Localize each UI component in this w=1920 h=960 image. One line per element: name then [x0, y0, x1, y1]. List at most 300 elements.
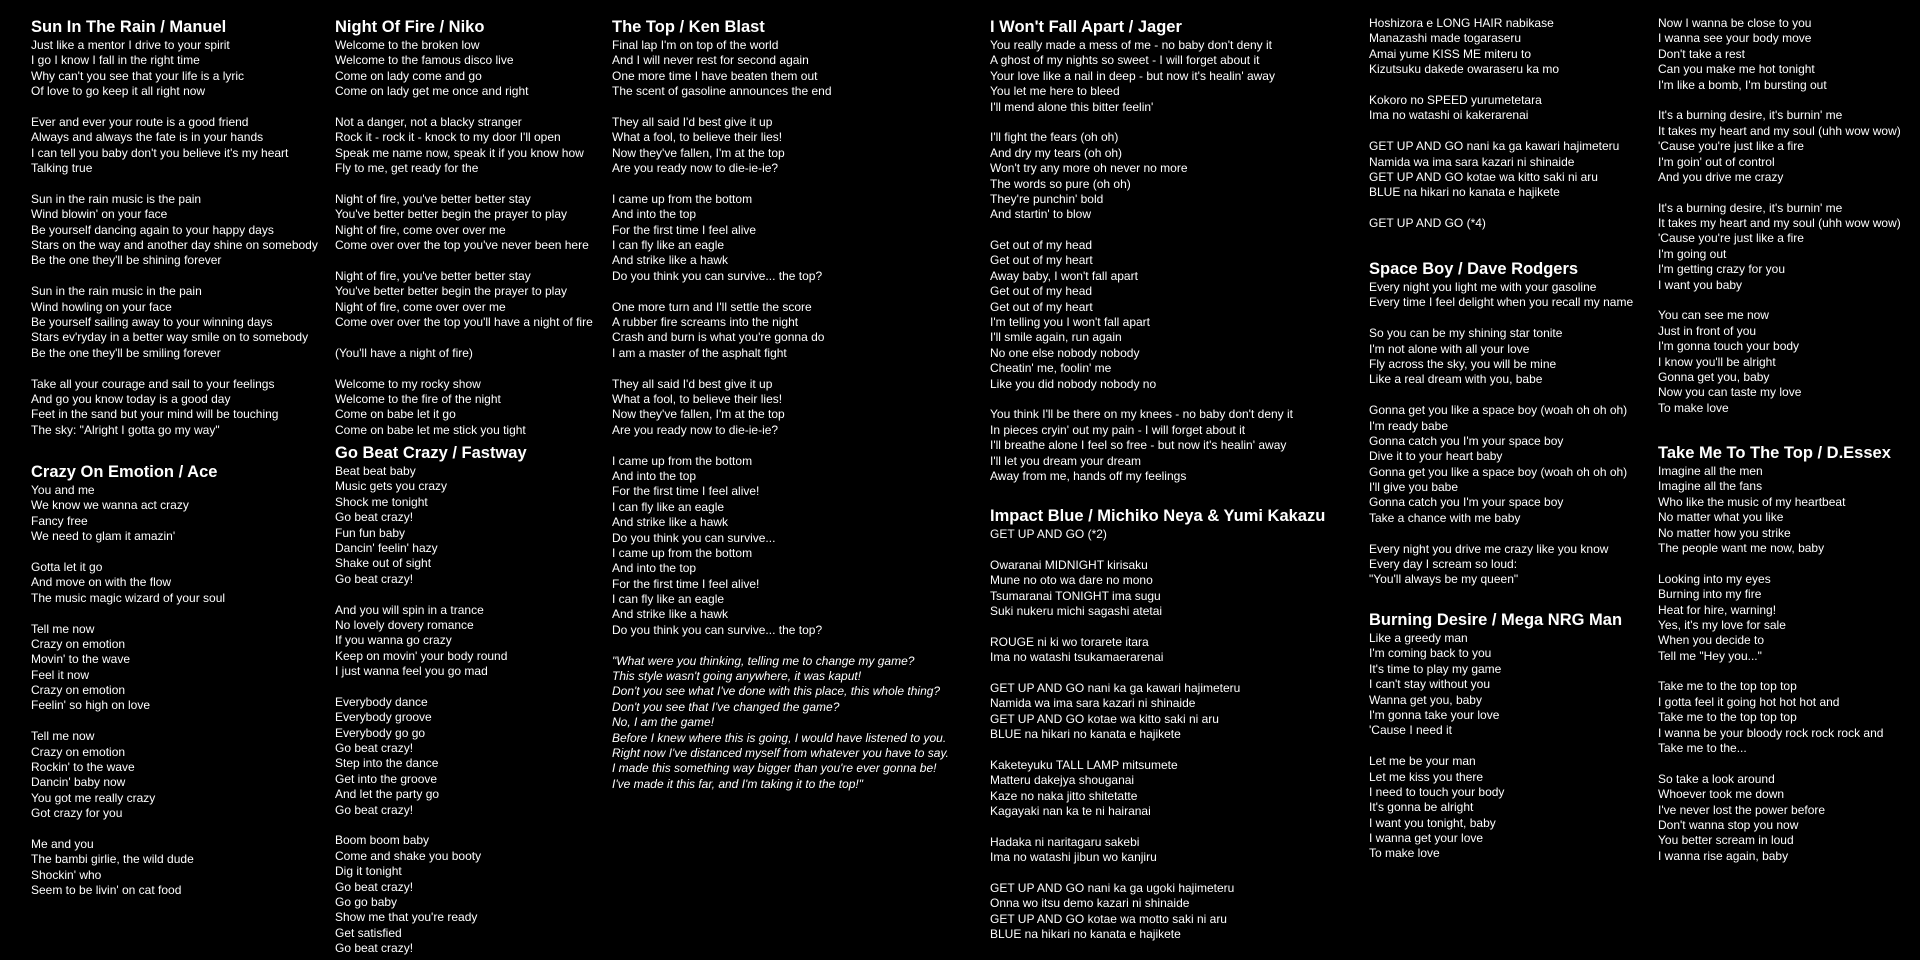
lyric-line: [1369, 739, 1622, 754]
lyric-line: Cheatin' me, foolin' me: [990, 361, 1112, 376]
lyric-line: You let me here to bleed: [990, 84, 1120, 99]
lyric-line: I want you tonight, baby: [1369, 815, 1496, 830]
lyric-line: [612, 361, 949, 376]
lyric-line: I can fly like an eagle: [612, 238, 725, 253]
lyric-line: And dry my tears (oh oh): [990, 145, 1123, 160]
lyric-line: BLUE na hikari no kanata e hajikete: [990, 727, 1181, 742]
lyric-line: One more turn and I'll settle the score: [612, 299, 812, 314]
lyric-line: I've made it this far, and I'm taking it to the top!": [612, 776, 863, 791]
song-title: Impact Blue / Michiko Neya & Yumi Kakazu: [990, 507, 1326, 525]
lyric-line: A ghost of my nights so sweet - I will forget about it: [990, 53, 1260, 68]
lyric-line: Me and you: [31, 836, 94, 851]
lyric-line: To make love: [1369, 846, 1440, 861]
lyric-line: GET UP AND GO kotae wa kitto saki ni aru: [990, 711, 1219, 726]
lyric-line: Owaranai MIDNIGHT kirisaku: [990, 557, 1148, 572]
lyric-line: Ima no watashi jibun wo kanjiru: [990, 850, 1157, 865]
lyric-line: [1369, 201, 1619, 216]
lyric-line: Of love to go keep it all right now: [31, 84, 206, 99]
lyric-line: I'll give you babe: [1369, 480, 1459, 495]
lyric-line: Show me that you're ready: [335, 910, 478, 925]
lyric-line: Let me kiss you there: [1369, 769, 1484, 784]
lyric-line: Take me to the top top top: [1658, 710, 1797, 725]
lyric-line: Fly across the sky, you will be mine: [1369, 356, 1557, 371]
lyric-line: Dive it to your heart baby: [1369, 449, 1503, 464]
lyric-line: Go beat crazy!: [335, 741, 414, 756]
lyric-line: [335, 818, 527, 833]
lyric-line: Dancin' feelin' hazy: [335, 540, 438, 555]
lyric-line: Every day I scream so loud:: [1369, 557, 1518, 572]
lyric-line: I need to touch your body: [1369, 784, 1505, 799]
lyric-line: Manazashi made togaraseru: [1369, 31, 1522, 46]
lyric-line: [335, 361, 593, 376]
lyric-line: Come and shake you booty: [335, 848, 482, 863]
lyric-line: Welcome to the famous disco live: [335, 53, 514, 68]
song-block: [31, 461, 225, 899]
lyric-line: I can't stay without you: [1369, 677, 1491, 692]
lyric-line: Crazy on emotion: [31, 744, 126, 759]
lyric-line: Get into the groove: [335, 771, 438, 786]
lyrics-block: [1658, 464, 1891, 864]
lyric-line: I know you'll be alright: [1658, 354, 1776, 369]
lyric-line: And let the party go: [335, 787, 440, 802]
lyric-line: Come over over the top you've never been here: [335, 238, 589, 253]
lyric-line: GET UP AND GO nani ka ga kawari hajimeteru: [1369, 139, 1620, 154]
lyric-line: They all said I'd best give it up: [612, 376, 773, 391]
lyric-line: And strike like a hawk: [612, 515, 729, 530]
lyric-line: And strike like a hawk: [612, 607, 729, 622]
lyric-line: Take me to the...: [1658, 741, 1747, 756]
lyric-line: Shockin' who: [31, 867, 102, 882]
lyric-line: And startin' to blow: [990, 207, 1092, 222]
lyric-line: Like a real dream with you, babe: [1369, 372, 1543, 387]
lyric-line: [990, 742, 1325, 757]
lyrics-block: [31, 38, 318, 438]
lyric-line: It's gonna be alright: [1369, 800, 1474, 815]
lyric-line: Boom boom baby: [335, 833, 430, 848]
song-title: Sun In The Rain / Manuel: [31, 18, 227, 36]
lyric-line: Every night you light me with your gasoline: [1369, 280, 1597, 294]
lyric-line: A rubber fire screams into the night: [612, 315, 799, 330]
lyric-line: This style wasn't going anywhere, it was kaput!: [612, 669, 862, 684]
lyric-line: [990, 619, 1325, 634]
lyric-line: Everybody dance: [335, 694, 428, 709]
lyric-line: Gonna get you like a space boy (woah oh oh oh): [1369, 464, 1628, 479]
song-block: [335, 442, 527, 957]
lyrics-block: [335, 38, 593, 438]
lyric-line: [1658, 556, 1891, 571]
lyric-line: Your love like a nail in deep - but now it's healin' away: [990, 68, 1275, 83]
lyric-line: [612, 284, 949, 299]
lyric-line: For the first time I feel alive!: [612, 576, 760, 591]
lyric-line: Amai yume KISS ME miteru to: [1369, 46, 1532, 61]
lyric-line: Crazy on emotion: [31, 683, 126, 698]
lyric-line: [1658, 185, 1901, 200]
lyric-line: Do you think you can survive... the top?: [612, 268, 823, 283]
lyric-line: [990, 115, 1293, 130]
song-block: [1658, 442, 1891, 864]
lyric-line: I'm like a bomb, I'm bursting out: [1658, 77, 1827, 92]
lyric-line: Gotta let it go: [31, 559, 103, 574]
lyric-line: I go I know I fall in the right time: [31, 53, 200, 68]
lyric-line: I gotta feel it going hot hot hot and: [1658, 694, 1840, 709]
lyrics-block: [335, 464, 527, 957]
song-block: [612, 16, 949, 792]
lyric-line: I wanna rise again, baby: [1658, 848, 1789, 863]
lyric-line: And I will never rest for second again: [612, 53, 809, 68]
quote-block: [612, 654, 949, 793]
lyric-line: The scent of gasoline announces the end: [612, 84, 832, 99]
lyric-line: Ima no watashi tsukamaerarenai: [990, 650, 1164, 665]
lyric-line: [990, 819, 1325, 834]
lyric-line: They all said I'd best give it up: [612, 114, 773, 129]
lyric-line: Fun fun baby: [335, 525, 406, 540]
lyric-line: You've better better begin the prayer to play: [335, 284, 568, 299]
lyric-line: "You'll always be my queen": [1369, 572, 1519, 587]
lyric-line: Keep on movin' your body round: [335, 648, 508, 663]
lyric-line: Talking true: [31, 161, 93, 176]
song-title: Night Of Fire / Niko: [335, 18, 485, 36]
lyric-line: [31, 361, 318, 376]
lyric-line: BLUE na hikari no kanata e hajikete: [1369, 185, 1560, 200]
lyric-line: [335, 330, 593, 345]
lyric-line: Away baby, I won't fall apart: [990, 268, 1138, 283]
lyric-line: If you wanna go crazy: [335, 633, 452, 648]
lyric-line: Everybody groove: [335, 710, 432, 725]
lyric-line: Tell me "Hey you...": [1658, 648, 1762, 663]
lyric-line: (You'll have a night of fire): [335, 345, 473, 360]
lyrics-block: [1369, 631, 1622, 862]
lyric-line: Final lap I'm on top of the world: [612, 38, 779, 52]
lyric-line: Got crazy for you: [31, 806, 123, 821]
lyric-line: [31, 822, 225, 837]
lyric-line: I came up from the bottom: [612, 545, 753, 560]
lyric-line: [335, 679, 527, 694]
lyric-line: And into the top: [612, 207, 697, 222]
lyric-line: BLUE na hikari no kanata e hajikete: [990, 927, 1181, 942]
lyric-line: Dancin' baby now: [31, 775, 126, 790]
lyric-line: Speak me name now, speak it if you know how: [335, 145, 584, 160]
lyric-line: Sun in the rain music in the pain: [31, 284, 202, 299]
lyric-line: Go beat crazy!: [335, 571, 414, 586]
lyric-line: I'm telling you I won't fall apart: [990, 315, 1150, 330]
lyric-line: Just in front of you: [1658, 323, 1757, 338]
lyric-line: [612, 177, 949, 192]
lyric-line: I came up from the bottom: [612, 191, 753, 206]
lyric-line: The people want me now, baby: [1658, 540, 1825, 555]
lyric-line: Be yourself sailing away to your winning days: [31, 315, 273, 330]
song-title: The Top / Ken Blast: [612, 18, 765, 36]
lyric-line: Do you think you can survive... the top?: [612, 622, 823, 637]
lyric-line: Now they've fallen, I'm at the top: [612, 145, 785, 160]
lyric-line: [990, 866, 1325, 881]
lyric-line: I'm going out: [1658, 246, 1727, 261]
lyric-line: Hadaka ni naritagaru sakebi: [990, 834, 1140, 849]
lyric-line: It's a burning desire, it's burnin' me: [1658, 200, 1843, 215]
lyric-line: For the first time I feel alive: [612, 222, 757, 237]
lyric-line: Night of fire, come over over me: [335, 299, 506, 314]
lyric-line: Fly to me, get ready for the: [335, 161, 479, 176]
lyric-line: I made this something way bigger than you're ever gonna be!: [612, 761, 937, 776]
lyric-line: Why can't you see that your life is a lyric: [31, 68, 245, 83]
lyric-line: I'm not alone with all your love: [1369, 341, 1530, 356]
lyric-line: Go beat crazy!: [335, 510, 414, 525]
lyric-line: We need to glam it amazin': [31, 529, 176, 544]
lyric-line: Night of fire, come over over me: [335, 222, 506, 237]
song-title: Take Me To The Top / D.Essex: [1658, 444, 1891, 462]
lyric-line: Before I knew where this is going, I would have listened to you.: [612, 730, 947, 745]
lyric-line: [335, 100, 593, 115]
lyrics-block: [612, 38, 949, 638]
lyric-line: Stars on the way and another day shine on somebody: [31, 238, 318, 253]
song-title: I Won't Fall Apart / Jager: [990, 18, 1182, 36]
lyric-line: [990, 223, 1293, 238]
lyric-line: You think I'll be there on my knees - no baby don't deny it: [990, 407, 1293, 422]
lyric-line: Go beat crazy!: [335, 802, 414, 817]
lyric-line: So take a look around: [1658, 771, 1775, 786]
lyric-line: Sun in the rain music is the pain: [31, 191, 202, 206]
lyric-line: [31, 269, 318, 284]
lyric-line: [1369, 311, 1633, 326]
lyric-line: [1369, 124, 1619, 139]
lyric-line: Seem to be livin' on cat food: [31, 883, 182, 898]
lyric-line: Get out of my heart: [990, 253, 1093, 268]
lyric-line: Take me to the top top top: [1658, 679, 1797, 694]
lyric-line: Be yourself dancing again to your happy days: [31, 222, 274, 237]
lyric-line: The bambi girlie, the wild dude: [31, 852, 194, 867]
lyric-line: [1658, 664, 1891, 679]
lyric-line: Kizutsuku dakede owaraseru ka mo: [1369, 62, 1560, 77]
lyric-line: Don't wanna stop you now: [1658, 817, 1799, 832]
lyric-line: I can fly like an eagle: [612, 592, 725, 607]
lyric-line: Tsumaranai TONIGHT ima sugu: [990, 588, 1161, 603]
lyric-line: I'll fight the fears (oh oh): [990, 130, 1119, 145]
lyric-line: It takes my heart and my soul (uhh wow wow): [1658, 123, 1901, 138]
lyric-line: Feet in the sand but your mind will be touching: [31, 407, 279, 422]
lyric-line: I'm goin' out of control: [1658, 154, 1775, 169]
lyric-line: Everybody go go: [335, 725, 426, 740]
lyric-line: Namida wa ima sara kazari ni shinaide: [1369, 154, 1575, 169]
lyric-line: I can tell you baby don't you believe it's my heart: [31, 145, 289, 160]
lyric-line: And you will spin in a trance: [335, 602, 484, 617]
lyric-line: I'm gonna touch your body: [1658, 339, 1800, 354]
lyric-line: I'll mend alone this bitter feelin': [990, 99, 1154, 114]
lyric-line: [612, 438, 949, 453]
lyric-line: [31, 100, 318, 115]
lyric-line: Burning into my fire: [1658, 587, 1762, 602]
lyric-line: And into the top: [612, 468, 697, 483]
lyric-line: I'll let you dream your dream: [990, 453, 1142, 468]
lyric-line: Are you ready now to die-ie-ie?: [612, 422, 779, 437]
lyric-line: The music magic wizard of your soul: [31, 590, 226, 605]
lyric-line: [1369, 388, 1633, 403]
lyric-line: Heat for hire, warning!: [1658, 602, 1777, 617]
lyric-line: Looking into my eyes: [1658, 571, 1771, 586]
lyric-line: It's a burning desire, it's burnin' me: [1658, 108, 1843, 123]
lyric-line: I'm ready babe: [1369, 418, 1449, 433]
lyric-line: 'Cause you're just like a fire: [1658, 231, 1804, 246]
lyric-line: Matteru dakejya shouganai: [990, 773, 1135, 788]
lyric-line: Right now I've distanced myself from whatever you have to say.: [612, 745, 949, 760]
lyric-line: Won't try any more oh never no more: [990, 161, 1188, 176]
lyric-line: Feel it now: [31, 667, 90, 682]
lyric-line: No matter what you like: [1658, 510, 1784, 525]
lyric-line: In pieces cryin' out my pain - I will forget about it: [990, 422, 1246, 437]
song-title: Space Boy / Dave Rodgers: [1369, 260, 1579, 278]
lyric-line: Go beat crazy!: [335, 879, 414, 894]
lyric-line: Gonna catch you I'm your space boy: [1369, 495, 1564, 510]
lyric-line: Suki nukeru michi sagashi atetai: [990, 603, 1163, 618]
lyric-line: Night of fire, you've better better stay: [335, 191, 531, 206]
lyric-line: Welcome to the broken low: [335, 38, 480, 52]
lyrics-block: [31, 483, 225, 899]
lyric-line: Let me be your man: [1369, 754, 1476, 769]
lyric-line: Hoshizora e LONG HAIR nabikase: [1369, 16, 1554, 30]
lyrics-block: [1369, 16, 1619, 231]
lyric-line: Whoever took me down: [1658, 787, 1785, 802]
lyric-line: Tell me now: [31, 621, 95, 636]
lyric-line: Crash and burn is what you're gonna do: [612, 330, 825, 345]
song-block: [1369, 609, 1622, 862]
lyric-line: Shock me tonight: [335, 494, 428, 509]
lyric-line: Kokoro no SPEED yurumetetara: [1369, 92, 1542, 107]
lyric-line: I just wanna feel you go mad: [335, 664, 488, 679]
lyric-line: Come on babe let it go: [335, 407, 456, 422]
lyric-line: Rock it - rock it - knock to my door I'll open: [335, 130, 561, 145]
lyric-line: Movin' to the wave: [31, 652, 131, 667]
song-block: [1369, 258, 1633, 588]
song-block: [990, 505, 1325, 943]
lyric-line: [612, 100, 949, 115]
lyric-line: Mune no oto wa dare no mono: [990, 573, 1153, 588]
lyric-line: Tell me now: [31, 729, 95, 744]
lyric-line: Gonna get you, baby: [1658, 369, 1770, 384]
lyric-line: [1658, 93, 1901, 108]
lyric-line: GET UP AND GO (*2): [990, 527, 1107, 541]
lyric-line: Ever and ever your route is a good friend: [31, 114, 249, 129]
lyric-line: Music gets you crazy: [335, 479, 448, 494]
lyrics-block: [990, 38, 1293, 484]
lyric-line: Imagine all the fans: [1658, 479, 1763, 494]
lyric-line: [31, 545, 225, 560]
lyrics-block: [990, 527, 1325, 943]
lyric-line: GET UP AND GO kotae wa motto saki ni aru: [990, 911, 1227, 926]
lyric-line: It takes my heart and my soul (uhh wow wow): [1658, 216, 1901, 231]
lyric-line: GET UP AND GO nani ka ga kawari hajimeteru: [990, 680, 1241, 695]
lyric-line: I'm coming back to you: [1369, 646, 1492, 661]
lyric-line: Be the one they'll be shining forever: [31, 253, 222, 268]
lyric-line: Imagine all the men: [1658, 464, 1763, 478]
lyric-line: You really made a mess of me - no baby don't deny it: [990, 38, 1273, 52]
lyric-line: You and me: [31, 483, 95, 497]
lyric-line: Come on lady come and go: [335, 68, 482, 83]
lyric-line: Wind howling on your face: [31, 299, 172, 314]
lyric-line: Welcome to my rocky show: [335, 376, 481, 391]
lyric-line: I've never lost the power before: [1658, 802, 1826, 817]
lyric-line: Come over over the top you'll have a night of fire: [335, 315, 593, 330]
lyrics-block: [1369, 280, 1633, 588]
lyric-line: Don't take a rest: [1658, 46, 1745, 61]
lyric-line: Do you think you can survive...: [612, 530, 776, 545]
song-block: [1658, 16, 1901, 416]
lyric-line: 'Cause you're just like a fire: [1658, 139, 1804, 154]
lyric-line: I wanna see your body move: [1658, 31, 1812, 46]
lyric-line: The sky: "Alright I gotta go my way": [31, 422, 220, 437]
lyric-line: Now you can taste my love: [1658, 385, 1802, 400]
lyric-line: Not a danger, not a blacky stranger: [335, 114, 522, 129]
lyric-line: 'Cause I need it: [1369, 723, 1453, 738]
lyric-line: I want you baby: [1658, 277, 1743, 292]
lyric-line: Like a greedy man: [1369, 631, 1468, 645]
lyric-line: I'll smile again, run again: [990, 330, 1122, 345]
lyric-line: I am a master of the asphalt fight: [612, 345, 787, 360]
song-title: Go Beat Crazy / Fastway: [335, 444, 527, 462]
lyric-line: Wind blowin' on your face: [31, 207, 168, 222]
lyric-line: [990, 666, 1325, 681]
lyric-line: Gonna catch you I'm your space boy: [1369, 433, 1564, 448]
lyric-line: Feelin' so high on love: [31, 698, 151, 713]
lyric-line: And go you know today is a good day: [31, 391, 231, 406]
song-title: Crazy On Emotion / Ace: [31, 463, 218, 481]
lyric-line: I'm getting crazy for you: [1658, 262, 1786, 277]
lyric-line: What a fool, to believe their lies!: [612, 130, 783, 145]
lyric-line: Stars ev'ryday in a better way smile on to somebody: [31, 330, 309, 345]
song-block: [335, 16, 593, 438]
lyric-line: I can fly like an eagle: [612, 499, 725, 514]
lyric-line: [31, 606, 225, 621]
lyric-line: [990, 542, 1325, 557]
lyric-line: Get satisfied: [335, 925, 402, 940]
lyric-line: Kaketeyuku TALL LAMP mitsumete: [990, 757, 1178, 772]
lyric-line: Get out of my heart: [990, 299, 1093, 314]
lyric-line: [335, 587, 527, 602]
lyric-line: No, I am the game!: [612, 715, 715, 730]
lyrics-block: [1658, 16, 1901, 416]
song-block: [1369, 16, 1619, 231]
lyric-line: And into the top: [612, 561, 697, 576]
lyric-line: Now I wanna be close to you: [1658, 16, 1812, 30]
lyric-line: Crazy on emotion: [31, 636, 126, 651]
lyric-line: And strike like a hawk: [612, 253, 729, 268]
lyric-line: Take all your courage and sail to your feelings: [31, 376, 275, 391]
lyric-line: One more time I have beaten them out: [612, 68, 818, 83]
lyric-line: When you decide to: [1658, 633, 1765, 648]
lyric-line: Step into the dance: [335, 756, 439, 771]
lyric-line: GET UP AND GO nani ka ga ugoki hajimeteru: [990, 880, 1235, 895]
lyric-line: GET UP AND GO kotae wa kitto saki ni aru: [1369, 169, 1598, 184]
lyric-line: Kagayaki nan ka te ni hairanai: [990, 804, 1151, 819]
lyric-line: Don't you see that I've changed the game?: [612, 699, 840, 714]
lyric-line: And you drive me crazy: [1658, 169, 1784, 184]
lyric-line: Wanna get you, baby: [1369, 692, 1482, 707]
lyric-line: Don't you see what I've done with this place, this whole thing?: [612, 684, 941, 699]
lyric-line: Welcome to the fire of the night: [335, 391, 501, 406]
lyric-line: Get out of my head: [990, 238, 1093, 253]
lyric-line: I wanna get your love: [1369, 831, 1484, 846]
lyric-line: Ima no watashi oi kakerarenai: [1369, 108, 1529, 123]
lyric-line: Come on lady get me once and right: [335, 84, 529, 99]
lyric-line: Gonna get you like a space boy (woah oh oh oh): [1369, 403, 1628, 418]
lyric-line: You've better better begin the prayer to play: [335, 207, 568, 222]
lyric-line: Dig it tonight: [335, 864, 402, 879]
song-block: [990, 16, 1293, 484]
lyric-line: No matter how you strike: [1658, 525, 1791, 540]
lyric-line: [1658, 293, 1901, 308]
lyric-line: Every night you drive me crazy like you know: [1369, 541, 1609, 556]
lyric-line: Like you did nobody nobody no: [990, 376, 1157, 391]
lyric-line: [335, 253, 593, 268]
lyric-line: Take a chance with me baby: [1369, 510, 1521, 525]
lyric-line: Yes, it's my love for sale: [1658, 617, 1786, 632]
